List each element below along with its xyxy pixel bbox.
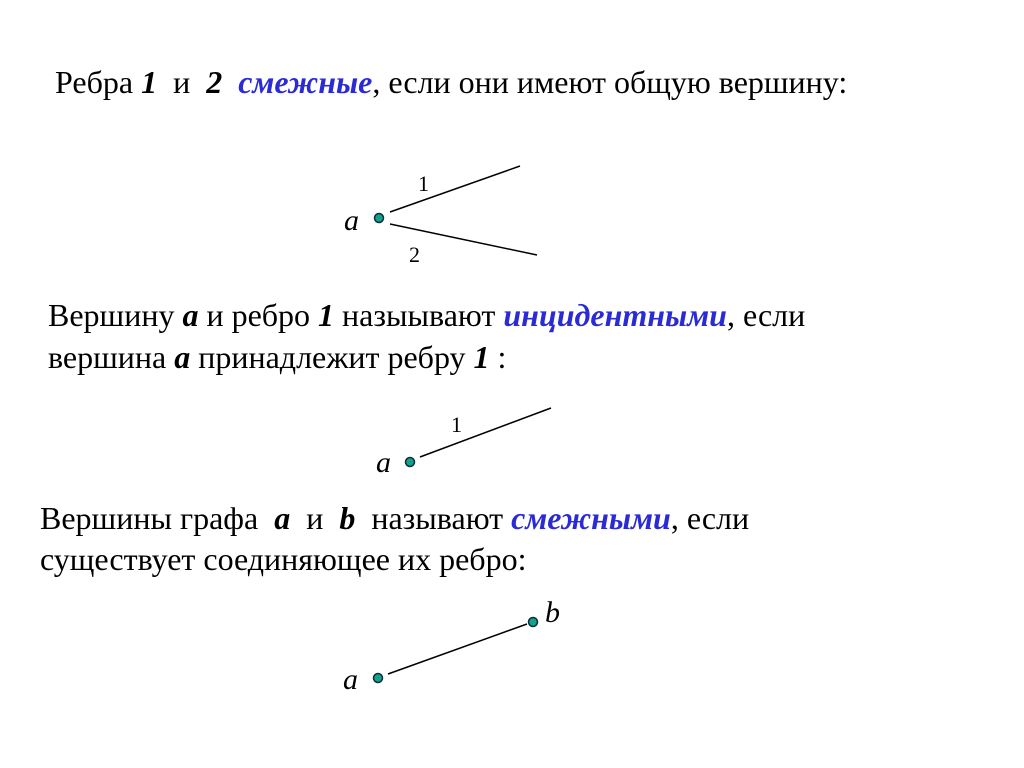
text: называют [371,500,504,536]
vertex-a [374,674,383,683]
edge-number: 1 [141,64,158,100]
text: и [173,64,191,100]
text: , если они имеют общую вершину: [372,64,848,100]
vertex-name: a [182,297,199,333]
edge-number: 1 [473,339,490,375]
vertex-name: a [174,339,191,375]
term-incident: инцидентными [503,297,727,333]
term-adjacent-vertices: смежными [511,500,671,536]
edge-1 [390,166,520,212]
text: существует соединяющее их ребро: [40,541,527,577]
vertex-a-label: a [376,446,391,479]
diagram-adjacent-edges [344,166,537,267]
edge-number: 1 [318,297,335,333]
text: , если [670,500,750,536]
term-adjacent: смежные [238,64,373,100]
text: вершина [48,339,167,375]
vertex-name: b [339,500,356,536]
text: Вершину [48,297,175,333]
vertex-a-label: a [343,663,358,696]
edge-1-label: 1 [418,171,429,196]
text: Вершины графа [40,500,259,536]
vertex-a [375,214,384,223]
text: : [497,339,507,375]
edge-1-label: 1 [451,412,462,437]
edge-2-label: 2 [409,242,420,267]
diagram-incident [376,408,551,479]
edge-1 [420,408,551,457]
vertex-a [406,458,415,467]
vertex-b [529,618,538,627]
text: , если [726,297,806,333]
diagram-adjacent-vertices [343,596,560,696]
edge-number: 2 [206,64,223,100]
text: и [306,500,324,536]
edge-ab [388,624,527,674]
vertex-a-label: a [344,204,359,237]
vertex-b-label: b [545,596,560,629]
text: принадлежит ребру [198,339,466,375]
text: и ребро [206,297,311,333]
text: Ребра [55,64,134,100]
text: назыывают [342,297,496,333]
vertex-name: a [274,500,291,536]
